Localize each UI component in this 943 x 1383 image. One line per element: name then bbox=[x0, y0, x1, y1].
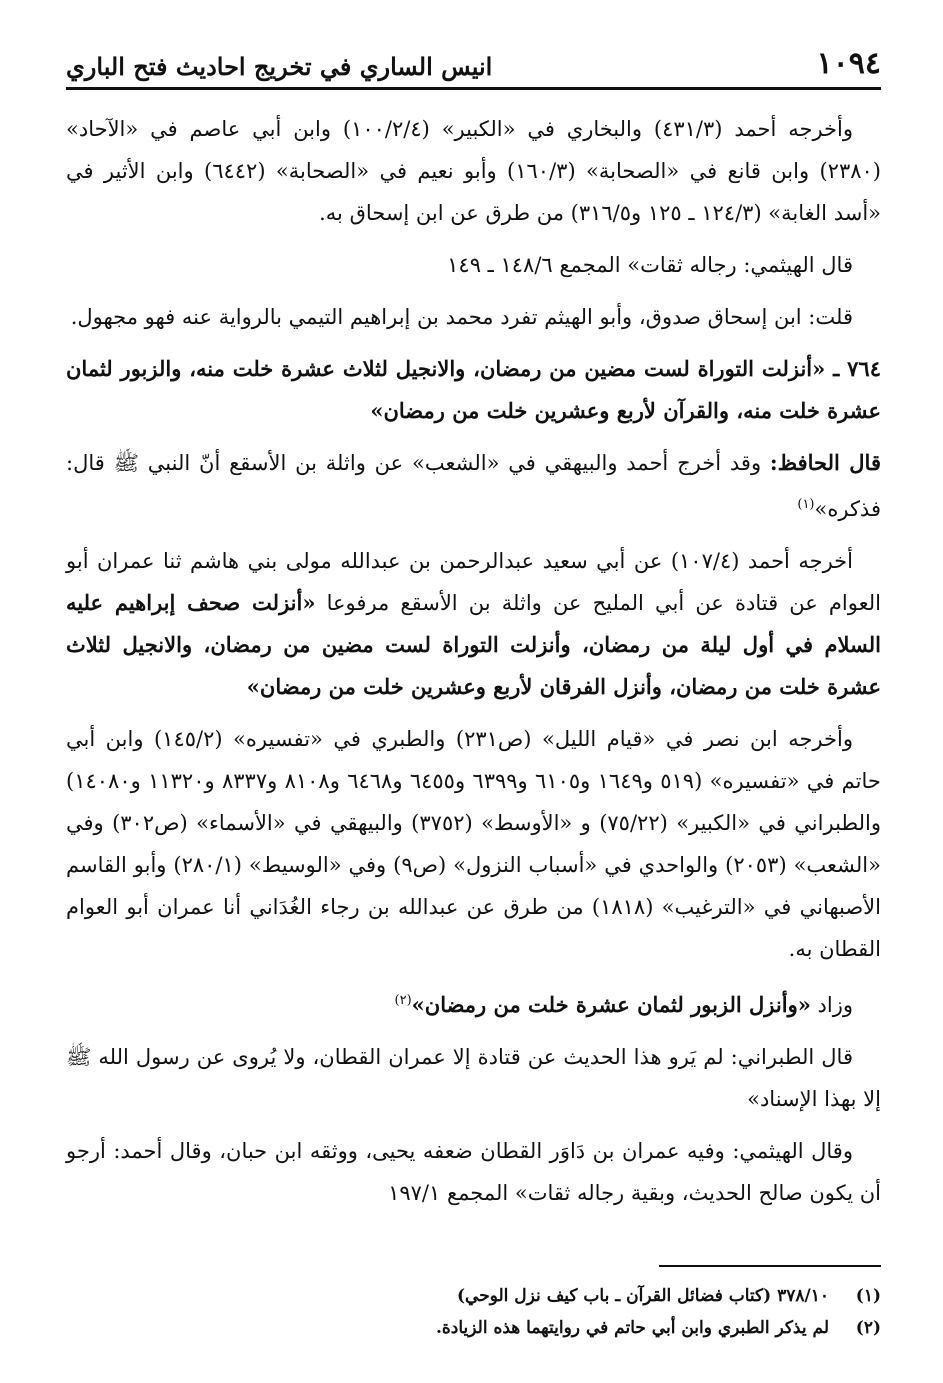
paragraph-haythami-1: قال الهيثمي: رجاله ثقات» المجمع ١٤٨/٦ ـ ١٤٩ bbox=[447, 253, 853, 277]
page-header bbox=[66, 40, 881, 90]
paragraph-qultu: قلت: ابن إسحاق صدوق، وأبو الهيثم تفرد محمد بن إبراهيم التيمي بالرواية عنه فهو مجهول. bbox=[70, 305, 853, 329]
footnote-ref-1[interactable]: (١) bbox=[797, 497, 815, 512]
zad-lead: وزاد bbox=[817, 993, 853, 1017]
page-number: ١٠٩٤ bbox=[816, 46, 881, 81]
footnote-mark: (٢) bbox=[855, 1318, 881, 1338]
footnote-2 bbox=[66, 1312, 881, 1344]
footnote-1 bbox=[66, 1280, 881, 1312]
ahmad-matn: «أنزلت صحف إبراهيم عليه السلام في أول ليلة من رمضان، وأنزلت التوراة لست مضين من رمضان، والانجيل لثلاث عشرة خلت من رمضان، وأنزل الفرقان لأربع وعشرين خلت من رمضان» bbox=[66, 590, 881, 699]
page-content bbox=[66, 108, 881, 1224]
ahmad-isnad: أخرجه أحمد (١٠٧/٤) عن أبي سعيد عبدالرحمن بن عبدالله مولى بني هاشم ثنا عمران أبو العوام عن قتادة عن أبي المليح عن واثلة بن الأسقع مرفوعا bbox=[66, 549, 881, 615]
paragraph-hafiz bbox=[66, 442, 881, 530]
paragraph-tabarani: قال الطبراني: لم يَرو هذا الحديث عن قتادة إلا عمران القطان، ولا يُروى عن رسول الله ﷺ إلا بهذا الإسناد» bbox=[66, 1045, 881, 1111]
footnote-mark: (١) bbox=[855, 1286, 881, 1306]
footnote-text: ٣٧٨/١٠ (كتاب فضائل القرآن ـ باب كيف نزل الوحي) bbox=[456, 1286, 829, 1306]
paragraph-ahmad bbox=[66, 540, 881, 708]
paragraph-takhrij-1: وأخرجه أحمد (٤٣١/٣) والبخاري في «الكبير» (١٠٠/٢/٤) وابن أبي عاصم في «الآحاد» (٢٣٨٠) وابن قانع في «الصحابة» (١٦٠/٣) وأبو نعيم في «الصحابة» (٦٤٤٢) وابن الأثير في «أسد الغابة» (١٢٤/٣ ـ ١٢٥ و٣١٦/٥) من طرق عن ابن إسحاق به. bbox=[66, 117, 881, 225]
footnote-divider bbox=[659, 1265, 881, 1267]
hadith-number: ٧٦٤ ـ bbox=[833, 356, 881, 381]
footnote-ref-2[interactable]: (٢) bbox=[394, 993, 412, 1008]
hadith-heading bbox=[66, 348, 881, 432]
hafiz-text: وقد أخرج أحمد والبيهقي في «الشعب» عن واثلة بن الأسقع أنّ النبي ﷺ قال: فذكره» bbox=[66, 451, 881, 521]
zad-matn: «وأنزل الزبور لثمان عشرة خلت من رمضان» bbox=[411, 992, 811, 1017]
footnote-text: لم يذكر الطبري وابن أبي حاتم في روايتهما هذه الزيادة. bbox=[435, 1318, 829, 1338]
paragraph-takhrij-2: وأخرجه ابن نصر في «قيام الليل» (ص٢٣١) والطبري في «تفسيره» (١٤٥/٢) وابن أبي حاتم في «تفسيره» (٥١٩ و١٦٤٩ و٦١٠٥ و٦٣٩٩ و٦٤٥٥ و٦٤٦٨ و٨١٠٨ و٨٣٣٧ و١١٣٢٠ و١٤٠٨٠) والطبراني في «الكبير» (٧٥/٢٢) و «الأوسط» (٣٧٥٢) والبيهقي في «الأسماء» (ص٣٠٢) وفي «الشعب» (٢٠٥٣) والواحدي في «أسباب النزول» (ص٩) وفي «الوسيط» (٢٨٠/١) وأبو القاسم الأصبهاني في «الترغيب» (١٨١٨) من طرق عن عبدالله بن رجاء الغُدَاني أنا عمران أبو العوام القطان به. bbox=[66, 727, 882, 961]
paragraph-haythami-2: وقال الهيثمي: وفيه عمران بن دَاوَر القطان ضعفه يحيى، ووثقه ابن حبان، وقال أحمد: أرجو أن يكون صالح الحديث، وبقية رجاله ثقات» المجمع ١٩٧/١ bbox=[66, 1139, 881, 1205]
book-title: انيس الساري في تخريج احاديث فتح الباري bbox=[66, 52, 493, 81]
footnotes bbox=[66, 1280, 881, 1344]
paragraph-zad bbox=[66, 980, 881, 1026]
hafiz-lead: قال الحافظ: bbox=[769, 450, 881, 475]
hadith-text: «أنزلت التوراة لست مضين من رمضان، والانجيل لثلاث عشرة خلت منه، والزبور لثمان عشرة خلت منه، والقرآن لأربع وعشرين خلت من رمضان» bbox=[66, 356, 881, 423]
